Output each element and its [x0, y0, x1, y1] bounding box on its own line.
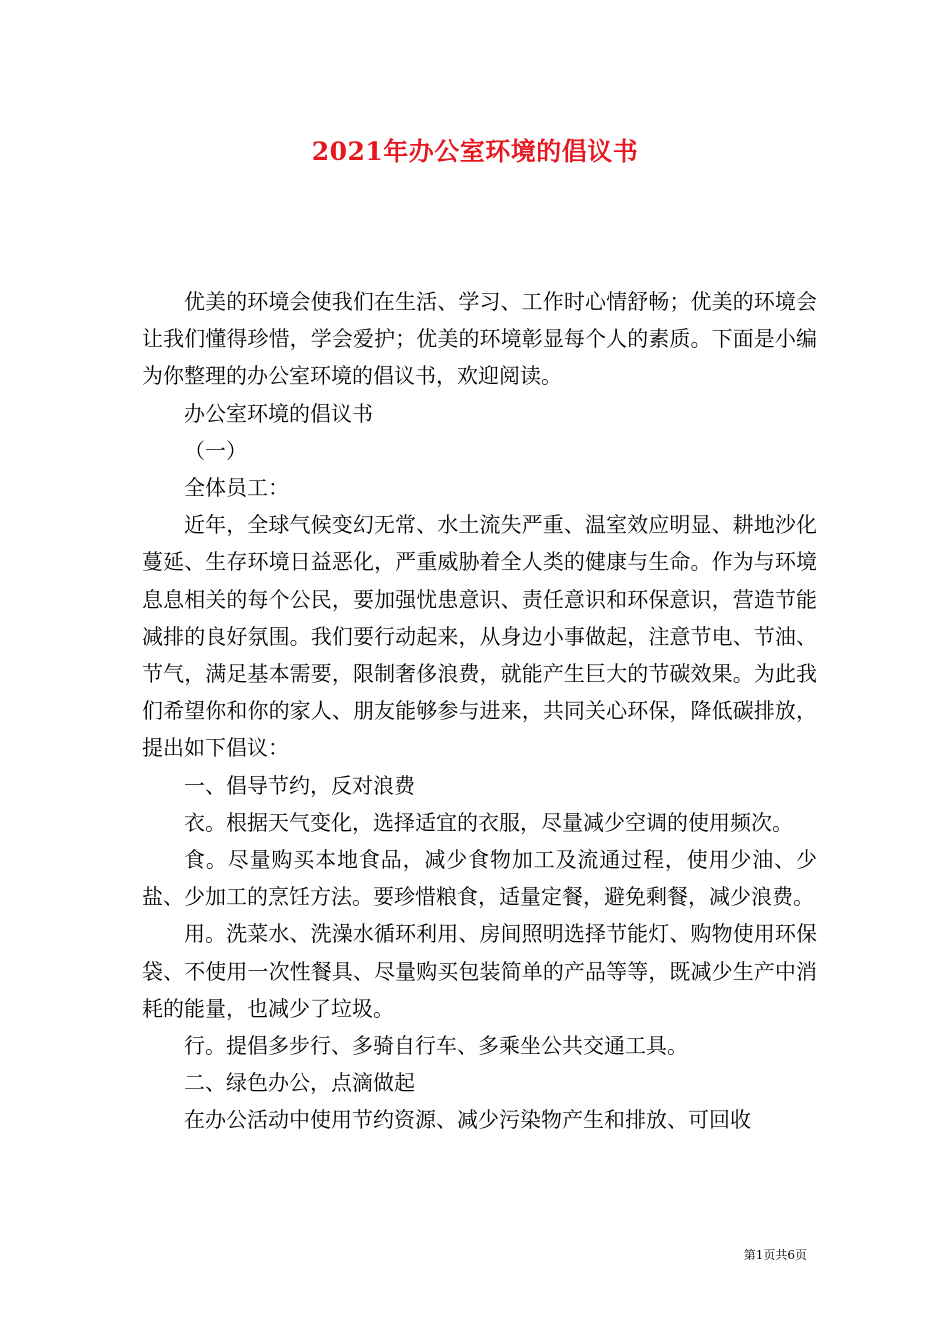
page-title: 2021年办公室环境的倡议书 — [311, 137, 639, 166]
part-number: （一） — [184, 438, 247, 463]
body-paragraph: 食。尽量购买本地食品，减少食物加工及流通过程，使用少油、少盐、少加工的烹饪方法。要珍惜粮食，适量定餐，避免剩餐，减少浪费。 — [142, 848, 817, 910]
subheading: 一、倡导节约，反对浪费 — [184, 773, 415, 798]
body-paragraph: 在办公活动中使用节约资源、减少污染物产生和排放、可回收 — [184, 1108, 751, 1133]
body-paragraph: 衣。根据天气变化，选择适宜的衣服，尽量减少空调的使用频次。 — [184, 810, 793, 835]
body-paragraph: 行。提倡多步行、多骑自行车、多乘坐公共交通工具。 — [184, 1034, 688, 1059]
body-paragraph: 近年，全球气候变幻无常、水土流失严重、温室效应明显、耕地沙化蔓延、生存环境日益恶化，严重威胁着全人类的健康与生命。作为与环境息息相关的每个公民，要加强忧患意识、责任意识和环保意识，营造节能减排的良好氛围。我们要行动起来，从身边小事做起，注意节电、节油、节气，满足基本需要，限制奢侈浪费，就能产生巨大的节碳效果。为此我们希望你和你的家人、朋友能够参与进来，共同关心环保，降低碳排放，提出如下倡议： — [142, 513, 817, 761]
intro-paragraph: 优美的环境会使我们在生活、学习、工作时心情舒畅；优美的环境会让我们懂得珍惜，学会爱护；优美的环境彰显每个人的素质。下面是小编为你整理的办公室环境的倡议书，欢迎阅读。 — [142, 290, 817, 389]
section-heading: 办公室环境的倡议书 — [184, 401, 373, 426]
salutation: 全体员工： — [184, 476, 289, 501]
document-body — [142, 284, 817, 1140]
body-paragraph: 用。洗菜水、洗澡水循环利用、房间照明选择节能灯、购物使用环保袋、不使用一次性餐具、尽量购买包装简单的产品等等，既减少生产中消耗的能量，也减少了垃圾。 — [142, 922, 817, 1021]
subheading: 二、绿色办公，点滴做起 — [184, 1071, 415, 1096]
page-number-footer: 第1页共6页 — [743, 1248, 807, 1262]
